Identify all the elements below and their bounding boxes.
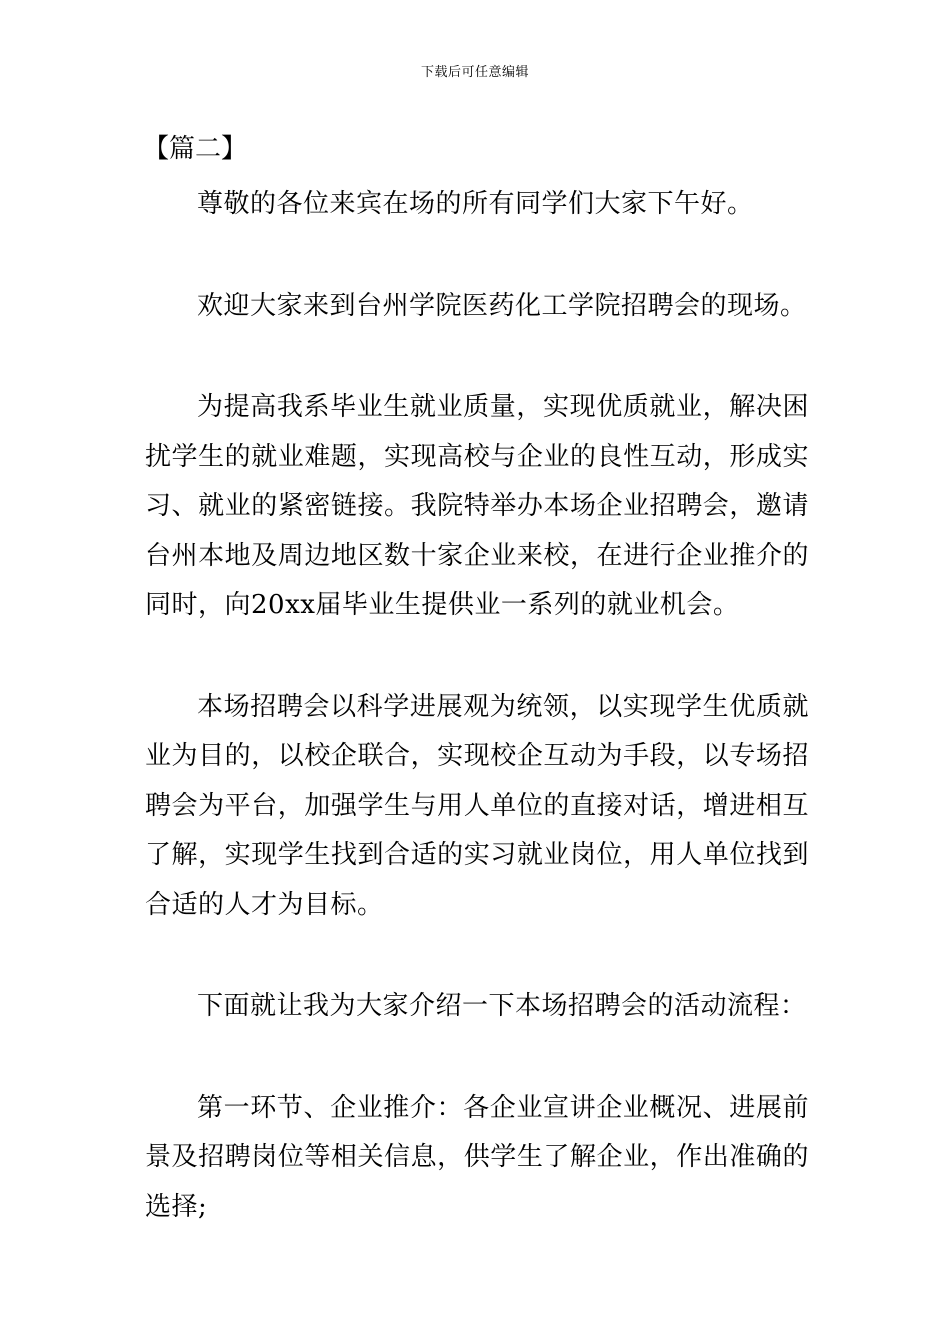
section-title: 【篇二】: [143, 134, 248, 164]
paragraph-guideline: 本场招聘会以科学进展观为统领，以实现学生优质就业为目的，以校企联合，实现校企互动为手段，以专场招聘会为平台，加强学生与用人单位的直接对话，增进相互了解，实现学生找到合适的实习就业岗位，用人单位找到合适的人才为目标。: [145, 691, 809, 920]
paragraph-greeting: 尊敬的各位来宾在场的所有同学们大家下午好。: [197, 189, 754, 219]
paragraph-first-session: 第一环节、企业推介：各企业宣讲企业概况、进展前景及招聘岗位等相关信息，供学生了解企业，作出准确的选择;: [145, 1092, 809, 1222]
paragraph-purpose: 为提高我系毕业生就业质量，实现优质就业，解决困扰学生的就业难题，实现高校与企业的良性互动，形成实习、就业的紧密链接。我院特举办本场企业招聘会，邀请台州本地及周边地区数十家企业来校，在进行企业推介的同时，向20xx届毕业生提供业一系列的就业机会。: [145, 392, 809, 620]
page-header-note: 下载后可任意编辑: [420, 65, 529, 80]
paragraph-welcome: 欢迎大家来到台州学院医药化工学院招聘会的现场。: [197, 290, 807, 321]
document-body: [145, 132, 809, 1232]
paragraph-agenda-intro: 下面就让我为大家介绍一下本场招聘会的活动流程：: [197, 991, 807, 1021]
